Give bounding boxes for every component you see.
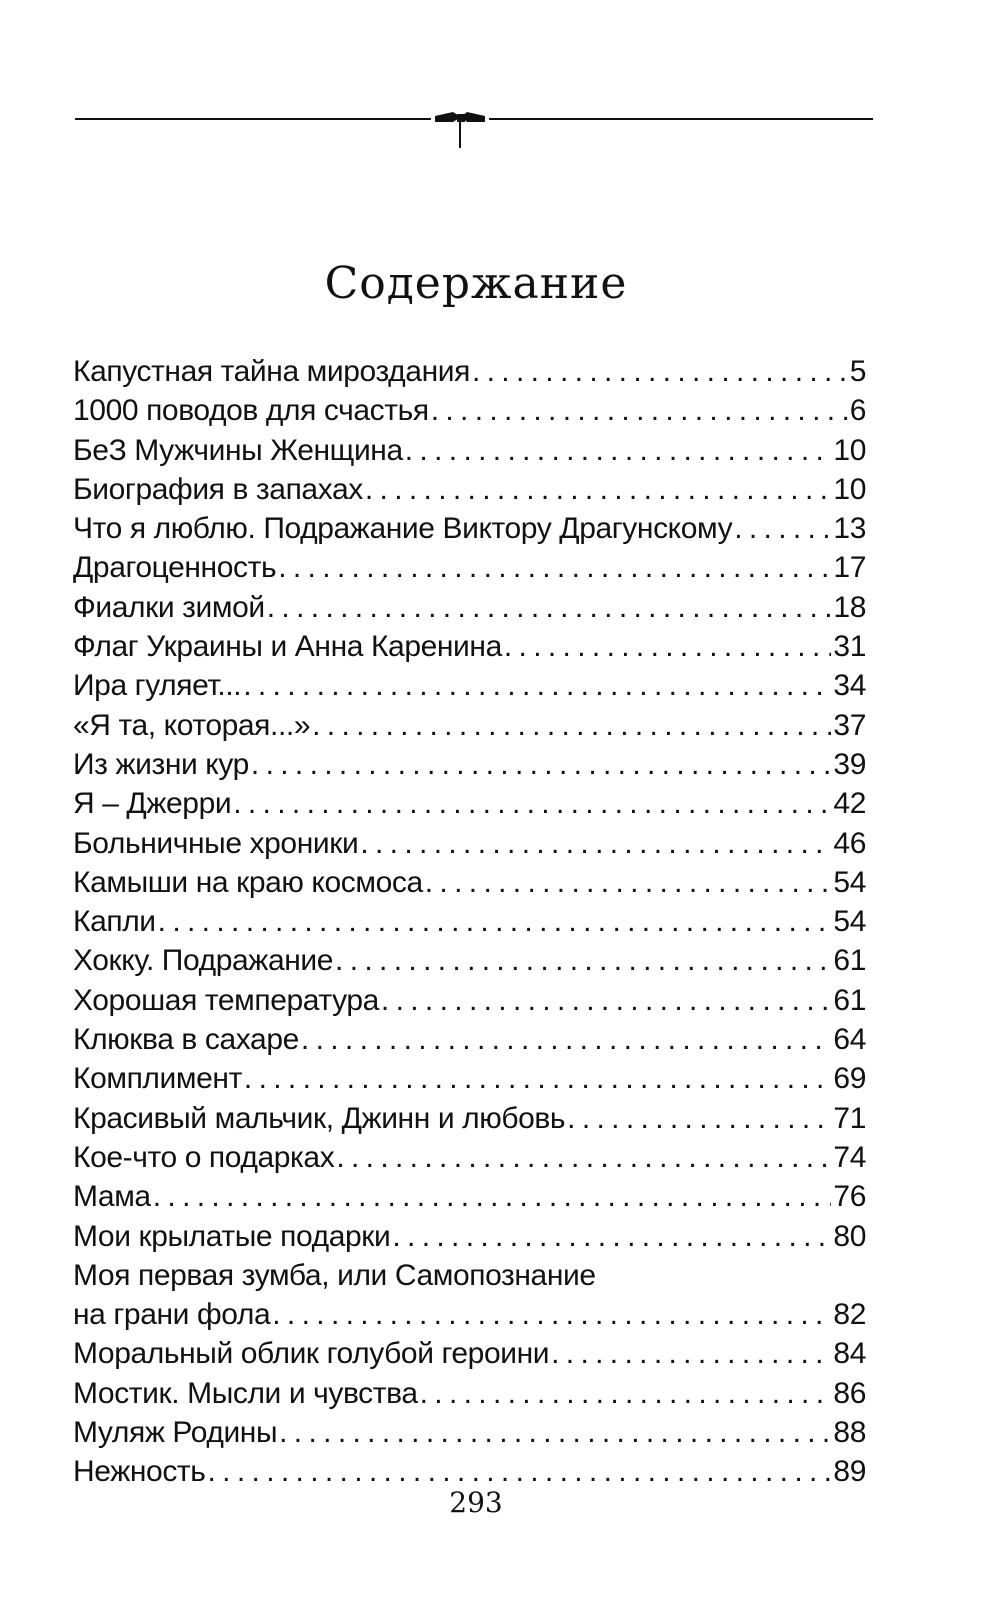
dragonfly-icon [435, 112, 485, 148]
toc-entry[interactable] [73, 981, 866, 1020]
toc-entry-page: 10 [833, 472, 866, 506]
toc-entry-page: 18 [833, 590, 866, 624]
toc-entry-page: 54 [833, 865, 866, 899]
toc-entry-title-line1: Моя первая зумба, или Самопознание [73, 1258, 596, 1292]
toc-entry[interactable] [73, 1177, 866, 1216]
toc-entry-page: 34 [833, 669, 866, 703]
toc-leader-dots [267, 588, 832, 627]
toc-leader-dots [158, 902, 832, 941]
toc-leader-dots [431, 391, 848, 430]
toc-leader-dots [272, 1295, 831, 1334]
toc-entry-page: 80 [833, 1219, 866, 1253]
toc-entry-title: Биография в запахах [73, 472, 363, 506]
toc-entry-title: БеЗ Мужчины Женщина [73, 433, 403, 467]
toc-entry-page: 64 [833, 1023, 866, 1057]
toc-entry-multiline[interactable] [73, 1256, 866, 1335]
toc-leader-dots [153, 1177, 832, 1216]
toc-entry-title: Муляж Родины [73, 1416, 278, 1450]
toc-entry-page: 54 [833, 905, 866, 939]
toc-leader-dots [420, 1374, 832, 1413]
toc-leader-dots [243, 666, 831, 705]
toc-leader-dots [244, 1059, 832, 1098]
toc-entry[interactable] [73, 470, 866, 509]
toc-entry[interactable] [73, 627, 866, 666]
toc-entry-title: Моральный облик голубой героини [73, 1337, 550, 1371]
toc-entry-page: 46 [833, 826, 866, 860]
toc-entry-title: Больничные хроники [73, 826, 359, 860]
toc-entry-page: 61 [833, 983, 866, 1017]
toc-entry-page: 69 [833, 1062, 866, 1096]
toc-entry-title: 1000 поводов для счастья [73, 394, 429, 428]
toc-leader-dots [301, 1020, 832, 1059]
toc-entry-page: 89 [833, 1455, 866, 1489]
toc-leader-dots [381, 981, 832, 1020]
toc-entry-page: 37 [833, 708, 866, 742]
toc-entry-title: Я – Джерри [73, 787, 232, 821]
toc-entry[interactable] [73, 1059, 866, 1098]
toc-entry-page: 31 [833, 630, 866, 664]
toc-entry[interactable] [73, 588, 866, 627]
toc-entry-title: Кое-что о подарках [73, 1140, 335, 1174]
toc-entry[interactable] [73, 784, 866, 823]
toc-entry[interactable] [73, 745, 866, 784]
table-of-contents [73, 352, 866, 1492]
toc-entry-title: «Я та, которая...» [73, 708, 311, 742]
toc-entry-title: Нежность [73, 1455, 206, 1489]
toc-entry-title: Что я люблю. Подражание Виктору Драгунскому [73, 512, 733, 546]
toc-leader-dots [336, 1138, 831, 1177]
toc-entry-title: Мои крылатые подарки [73, 1219, 391, 1253]
page-title: Содержание [324, 258, 628, 309]
toc-entry-title: Ира гуляет... [73, 669, 242, 703]
toc-leader-dots [360, 824, 831, 863]
toc-entry-page: 74 [833, 1140, 866, 1174]
toc-leader-dots [551, 1334, 831, 1373]
toc-entry-title: Фиалки зимой [73, 590, 265, 624]
toc-entry-page: 82 [833, 1298, 866, 1332]
toc-entry-page: 42 [833, 787, 866, 821]
toc-leader-dots [279, 1413, 831, 1452]
toc-entry-page: 88 [833, 1416, 866, 1450]
toc-entry-title: Флаг Украины и Анна Каренина [73, 630, 502, 664]
toc-entry[interactable] [73, 1413, 866, 1452]
toc-leader-dots [425, 863, 832, 902]
toc-entry[interactable] [73, 548, 866, 587]
toc-entry-title: Хорошая температура [73, 983, 379, 1017]
toc-entry-page: 71 [833, 1101, 866, 1135]
toc-leader-dots [392, 1217, 831, 1256]
toc-entry-page: 86 [833, 1376, 866, 1410]
toc-entry-page: 5 [849, 355, 866, 388]
toc-entry[interactable] [73, 1138, 866, 1177]
toc-entry-title: Драгоценность [73, 551, 277, 585]
toc-leader-dots [312, 706, 831, 745]
toc-entry[interactable] [73, 1020, 866, 1059]
toc-entry-title: Мостик. Мысли и чувства [73, 1376, 418, 1410]
toc-entry[interactable] [73, 941, 866, 980]
toc-entry-title: Капли [73, 905, 156, 939]
toc-leader-dots [405, 431, 832, 470]
toc-entry-page: 13 [833, 512, 866, 546]
toc-entry-page: 6 [849, 394, 866, 428]
toc-entry-page: 76 [833, 1180, 866, 1214]
toc-entry[interactable] [73, 824, 866, 863]
toc-leader-dots [472, 352, 848, 391]
toc-leader-dots [278, 548, 831, 587]
toc-entry-page: 39 [833, 747, 866, 781]
toc-entry-title: Камыши на краю космоса [73, 865, 423, 899]
toc-leader-dots [335, 941, 831, 980]
toc-entry-page: 17 [833, 551, 866, 585]
toc-entry[interactable] [73, 352, 866, 391]
toc-leader-dots [734, 509, 831, 548]
toc-leader-dots [365, 470, 832, 509]
toc-entry-title-line2: на грани фола [73, 1298, 271, 1332]
toc-entry[interactable] [73, 1334, 866, 1373]
toc-entry-title: Клюква в сахаре [73, 1023, 299, 1057]
toc-entry[interactable] [73, 509, 866, 548]
toc-entry[interactable] [73, 902, 866, 941]
toc-entry-title: Красивый мальчик, Джинн и любовь [73, 1101, 566, 1135]
toc-leader-dots [567, 1099, 831, 1138]
toc-entry[interactable] [73, 706, 866, 745]
toc-entry[interactable] [73, 1217, 866, 1256]
toc-entry-page: 10 [833, 433, 866, 467]
toc-entry[interactable] [73, 391, 866, 430]
toc-entry-page: 84 [833, 1337, 866, 1371]
toc-entry[interactable] [73, 1099, 866, 1138]
page-number: 293 [449, 1486, 503, 1519]
toc-entry[interactable] [73, 431, 866, 470]
toc-entry[interactable] [73, 1374, 866, 1413]
dragonfly-ornament [75, 92, 873, 152]
toc-leader-dots [251, 745, 832, 784]
toc-entry-title: Хокку. Подражание [73, 944, 334, 978]
toc-entry-page: 61 [833, 944, 866, 978]
toc-leader-dots [233, 784, 831, 823]
toc-entry[interactable] [73, 863, 866, 902]
toc-entry-title: Капустная тайна мироздания [73, 355, 470, 388]
toc-leader-dots [504, 627, 832, 666]
toc-entry-title: Из жизни кур [73, 747, 249, 781]
toc-entry-title: Комплимент [73, 1062, 242, 1096]
toc-entry-title: Мама [73, 1180, 151, 1214]
toc-entry[interactable] [73, 666, 866, 705]
